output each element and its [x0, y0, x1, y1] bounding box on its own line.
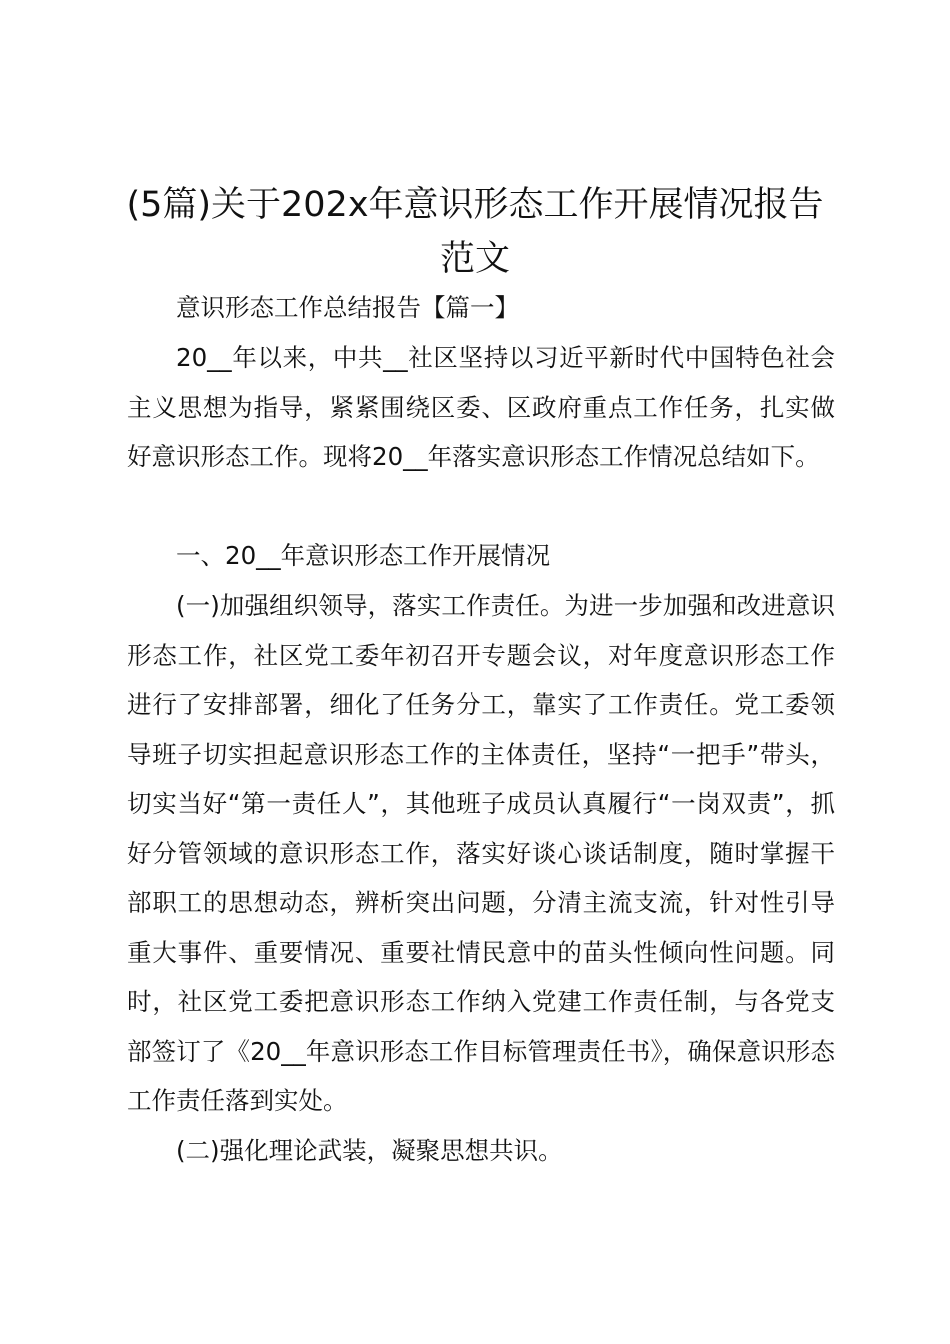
section-heading-part-one: 意识形态工作总结报告【篇一】 — [176, 293, 519, 322]
section-heading-work-status: 一、20__年意识形态工作开展情况 — [176, 541, 551, 570]
document-title: (5篇)关于202x年意识形态工作开展情况报告范文 — [126, 185, 824, 279]
body-paragraph-leadership: (一)加强组织领导，落实工作责任。为进一步加强和改进意识形态工作，社区党工委年初召开专题会议，对年度意识形态工作进行了安排部署，细化了任务分工，靠实了工作责任。党工委领导班子切实担起意识形态工作的主体责任，坚持“一把手”带头，切实当好“第一责任人”，其他班子成员认真履行“一岗双责”，抓好分管领域的意识形态工作，落实好谈心谈话制度，随时掌握干部职工的思想动态，辨析突出问题，分清主流支流，针对性引导重大事件、重要情况、重要社情民意中的苗头性倾向性问题。同时，社区党工委把意识形态工作纳入党建工作责任制，与各党支部签订了《20__年意识形态工作目标管理责任书》，确保意识形态工作责任落到实处。 — [127, 591, 835, 1115]
intro-paragraph: 20__年以来，中共__社区坚持以习近平新时代中国特色社会主义思想为指导，紧紧围绕区委、区政府重点工作任务，扎实做好意识形态工作。现将20__年落实意识形态工作情况总结如下。 — [127, 343, 835, 471]
subheading-theory: (二)强化理论武装，凝聚思想共识。 — [176, 1136, 563, 1165]
